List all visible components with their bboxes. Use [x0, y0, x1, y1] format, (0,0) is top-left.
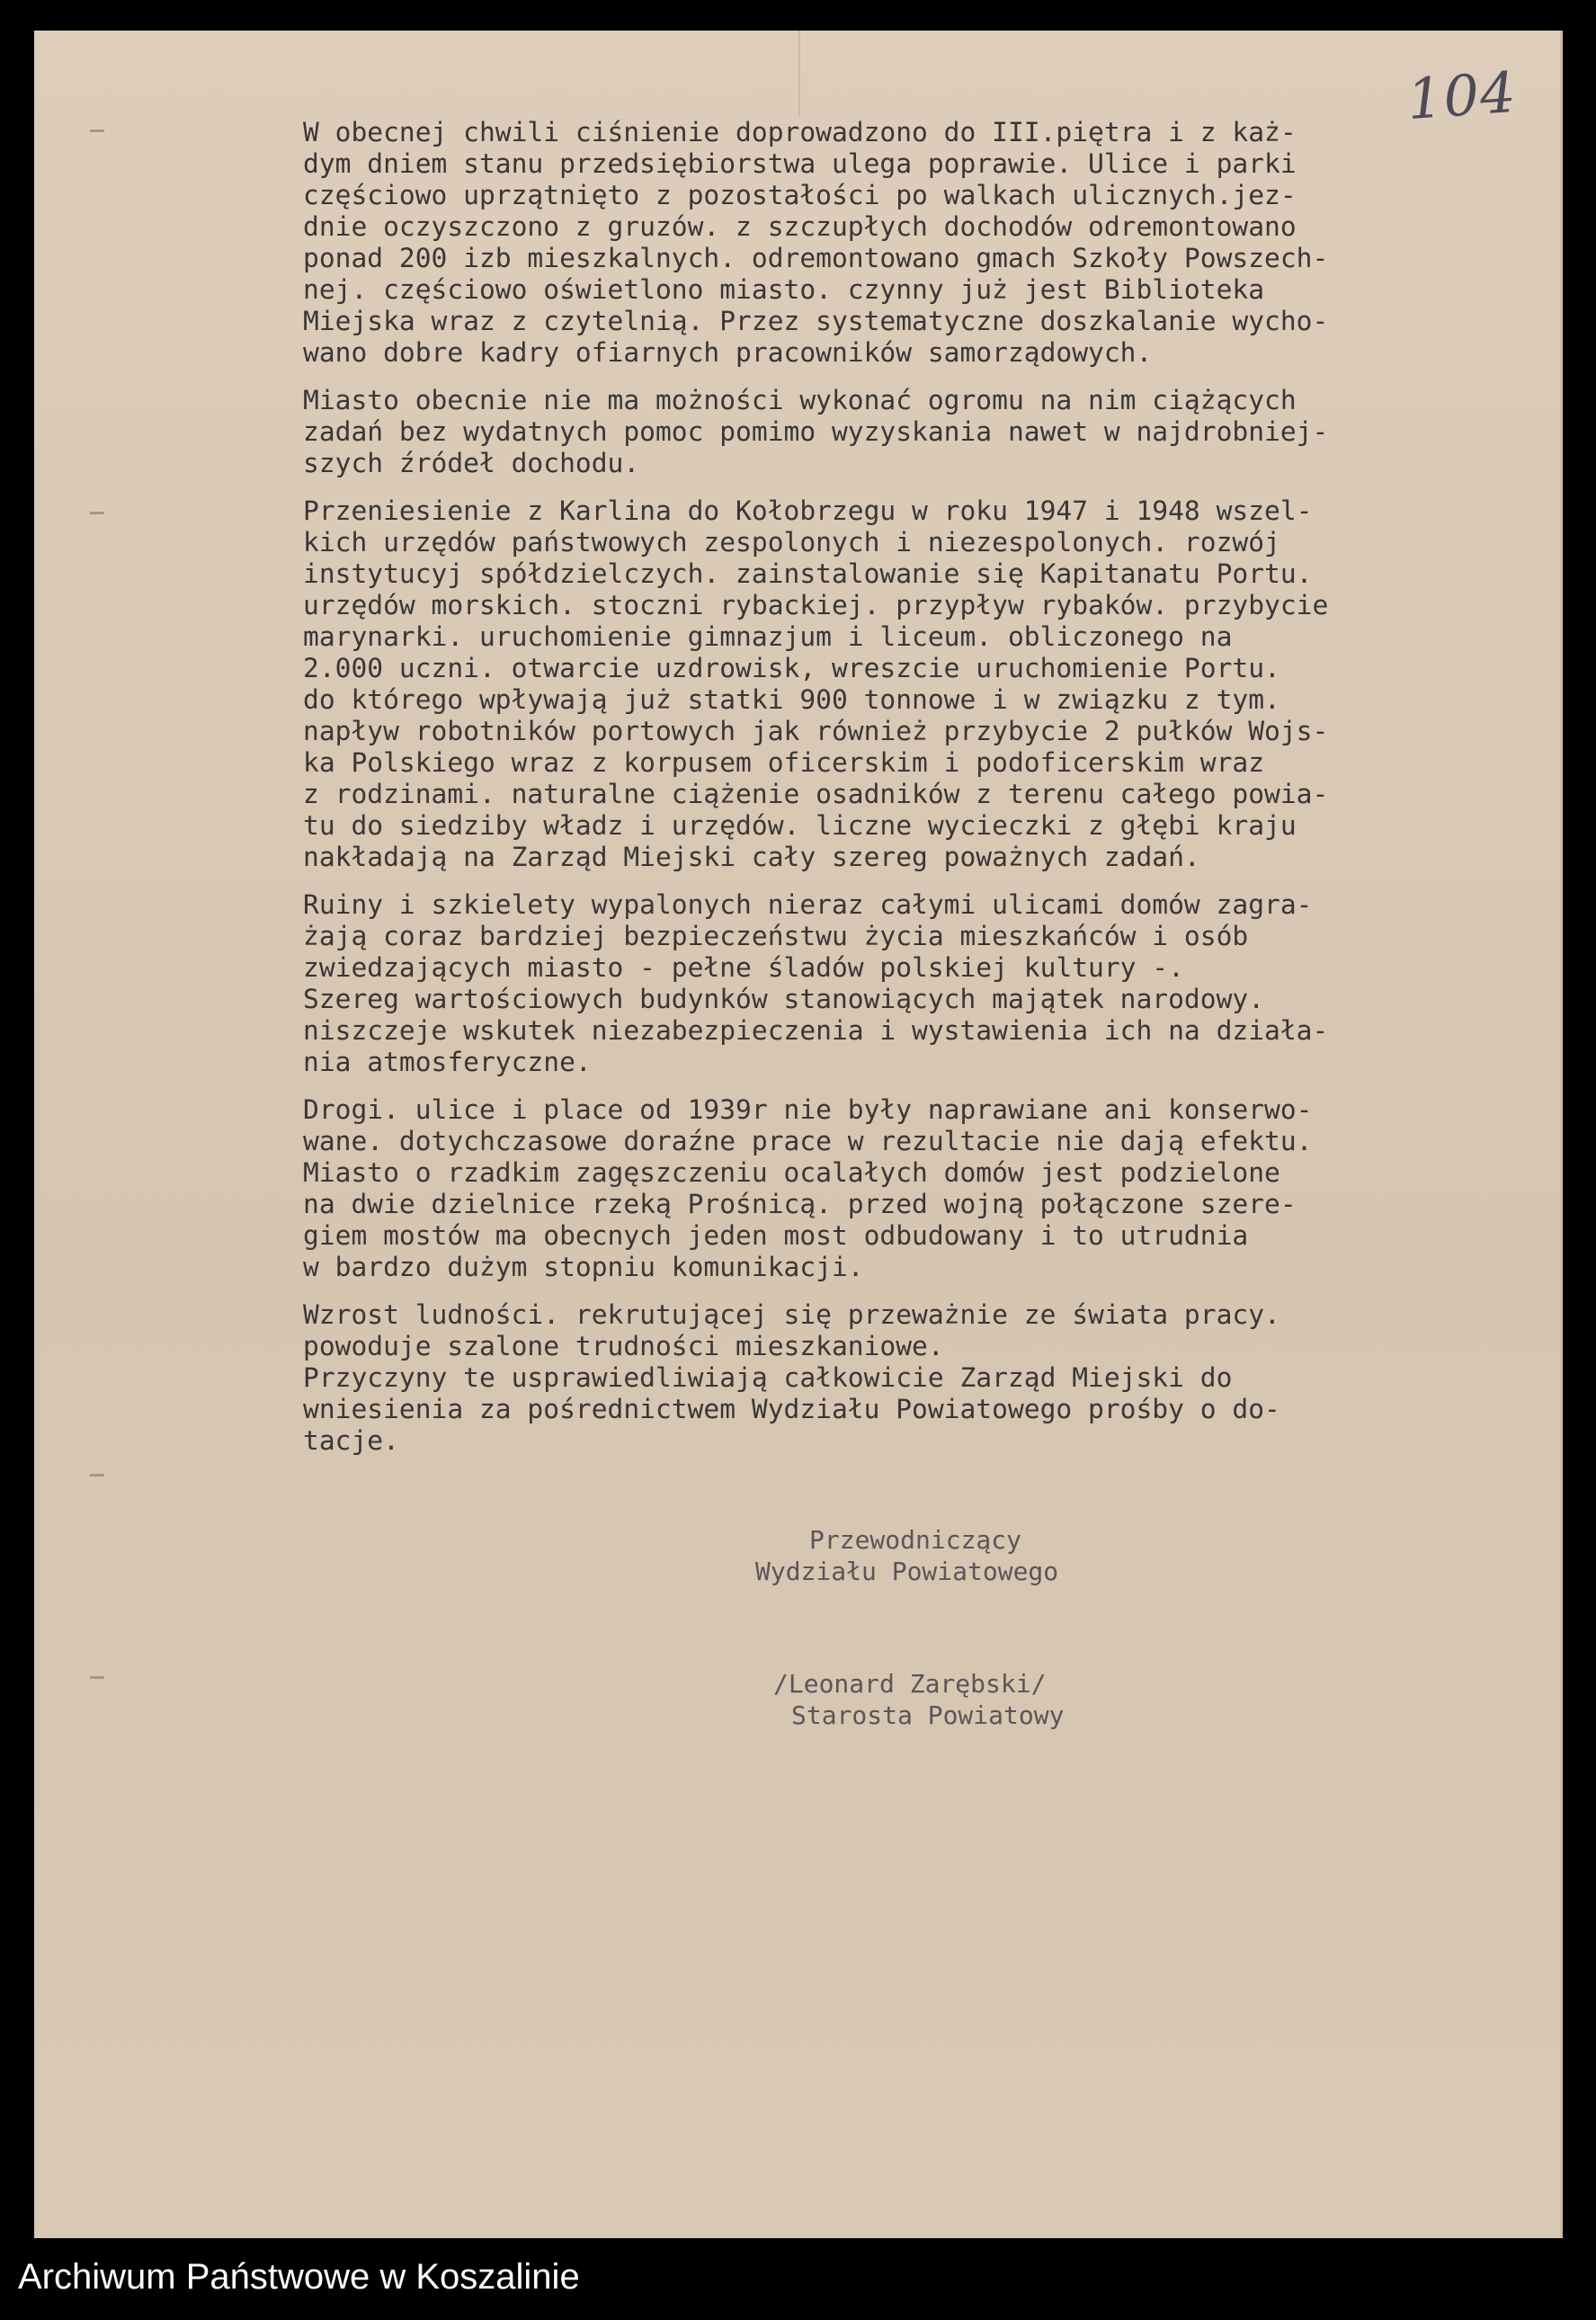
text-line: zadań bez wydatnych pomoc pomimo wyzyskania nawet w najdrobniej-	[303, 416, 1329, 447]
text-line: wane. dotychczasowe doraźne prace w rezultacie nie dają efektu.	[303, 1126, 1313, 1156]
paper-edge	[1560, 31, 1563, 2238]
text-line: Miasto obecnie nie ma możności wykonać ogromu na nim ciążących	[303, 385, 1297, 415]
text-line: Miejska wraz z czytelnią. Przez systematyczne doszkalanie wycho-	[303, 306, 1329, 336]
text-line: ka Polskiego wraz z korpusem oficerskim i podoficerskim wraz	[303, 747, 1265, 778]
text-line: instytucyj spółdzielczych. zainstalowanie się Kapitanatu Portu.	[303, 558, 1313, 589]
paragraph	[303, 495, 1544, 873]
signatory-title-line-2: Wydziału Powiatowego	[755, 1557, 1059, 1586]
text-line: nej. częściowo oświetlono miasto. czynny już jest Biblioteka	[303, 274, 1265, 305]
text-line: kich urzędów państwowych zespolonych i niezespolonych. rozwój	[303, 527, 1280, 558]
text-line: do którego wpływają już statki 900 tonnowe i w związku z tym.	[303, 684, 1280, 715]
text-line: ponad 200 izb mieszkalnych. odremontowano gmach Szkoły Powszech-	[303, 243, 1329, 273]
text-line: w bardzo dużym stopniu komunikacji.	[303, 1252, 864, 1282]
text-line: żają coraz bardziej bezpieczeństwu życia mieszkańców i osób	[303, 921, 1249, 951]
text-line: nia atmosferyczne.	[303, 1047, 592, 1077]
text-line: Wzrost ludności. rekrutującej się przeważnie ze świata pracy.	[303, 1299, 1280, 1330]
text-line: giem mostów ma obecnych jeden most odbudowany i to utrudnia	[303, 1220, 1249, 1251]
signatory-title-line-1: Przewodniczący	[809, 1525, 1022, 1555]
text-line: zwiedzających miasto - pełne śladów polskiej kultury -.	[303, 952, 1184, 983]
punch-mark	[90, 512, 104, 514]
signature-block	[755, 1524, 1064, 1731]
text-line: nakładają na Zarząd Miejski cały szereg poważnych zadań.	[303, 842, 1200, 872]
text-line: W obecnej chwili ciśnienie doprowadzono do III.piętra i z każ-	[303, 117, 1297, 147]
text-line: niszczeje wskutek niezabezpieczenia i wystawienia ich na działa-	[303, 1015, 1329, 1046]
text-line: na dwie dzielnice rzeką Prośnicą. przed wojną połączone szere-	[303, 1189, 1297, 1219]
paragraph	[303, 1094, 1544, 1283]
text-line: Przyczyny te usprawiedliwiają całkowicie Zarząd Miejski do	[303, 1362, 1233, 1393]
punch-mark	[90, 1474, 104, 1477]
paragraph	[303, 1299, 1544, 1457]
handwritten-page-number: 104	[1404, 58, 1519, 133]
text-line: marynarki. uruchomienie gimnazjum i liceum. obliczonego na	[303, 621, 1233, 652]
text-line: Przeniesienie z Karlina do Kołobrzegu w roku 1947 i 1948 wszel-	[303, 495, 1313, 526]
text-line: Szereg wartościowych budynków stanowiących majątek narodowy.	[303, 984, 1265, 1014]
text-line: tu do siedziby władz i urzędów. liczne wycieczki z głębi kraju	[303, 810, 1297, 841]
text-line: Miasto o rzadkim zagęszczeniu ocalałych domów jest podzielone	[303, 1157, 1280, 1188]
punch-mark	[90, 129, 104, 132]
text-line: napływ robotników portowych jak również przybycie 2 pułków Wojs-	[303, 716, 1329, 746]
text-line: Drogi. ulice i place od 1939r nie były naprawiane ani konserwo-	[303, 1094, 1313, 1125]
text-line: wano dobre kadry ofiarnych pracowników samorządowych.	[303, 337, 1153, 368]
text-line: powoduje szalone trudności mieszkaniowe.	[303, 1331, 944, 1361]
text-line: Ruiny i szkielety wypalonych nieraz całymi ulicami domów zagra-	[303, 889, 1313, 920]
text-line: szych źródeł dochodu.	[303, 448, 640, 478]
paragraph	[303, 385, 1544, 479]
text-line: dnie oczyszczono z gruzów. z szczupłych dochodów odremontowano	[303, 211, 1297, 242]
text-line: urzędów morskich. stoczni rybackiej. przypływ rybaków. przybycie	[303, 590, 1329, 620]
text-line: z rodzinami. naturalne ciążenie osadników z terenu całego powia-	[303, 779, 1329, 809]
signatory-name: /Leonard Zarębski/	[773, 1669, 1047, 1699]
paper-fold-mark	[798, 31, 800, 116]
typewritten-body	[303, 117, 1544, 1473]
text-line: wniesienia za pośrednictwem Wydziału Powiatowego prośby o do-	[303, 1394, 1280, 1424]
archive-name: Archiwum Państwowe w Koszalinie	[18, 2257, 580, 2297]
text-line: 2.000 uczni. otwarcie uzdrowisk, wreszcie uruchomienie Portu.	[303, 653, 1280, 683]
text-line: częściowo uprzątnięto z pozostałości po walkach ulicznych.jez-	[303, 180, 1297, 210]
text-line: tacje.	[303, 1425, 399, 1456]
text-line: dym dniem stanu przedsiębiorstwa ulega poprawie. Ulice i parki	[303, 148, 1297, 179]
paragraph	[303, 117, 1544, 369]
signatory-role: Starosta Powiatowy	[791, 1700, 1065, 1730]
punch-mark	[90, 1676, 104, 1679]
paragraph	[303, 889, 1544, 1078]
